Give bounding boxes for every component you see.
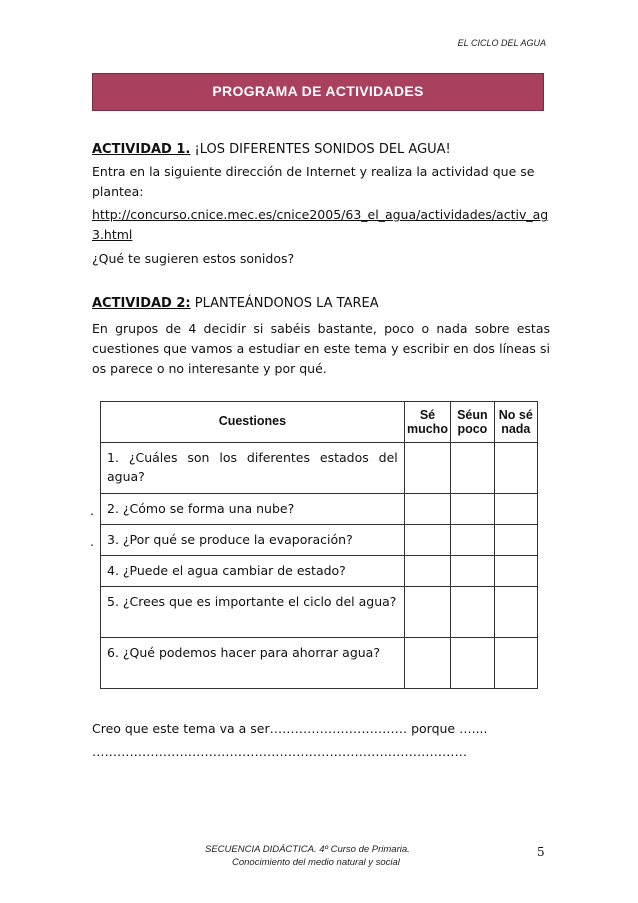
question-text: 1. ¿Cuáles son los diferentes estados del agua? <box>101 443 405 494</box>
activity2-instruction: En grupos de 4 decidir si sabéis bastante, poco o nada sobre estas cuestiones que vamos a estudiar en este tema y escribir en dos líneas si os parece o no interesante y por qué. <box>92 321 550 376</box>
running-header: EL CICLO DEL AGUA <box>457 38 546 48</box>
footer-line-1: SECUENCIA DIDÁCTICA. 4º Curso de Primaria. <box>205 844 410 855</box>
table-header-row <box>101 402 538 443</box>
header-questions: Cuestiones <box>101 402 405 443</box>
activity1-question: ¿Qué te sugieren estos sonidos? <box>92 251 295 266</box>
answer-cell[interactable] <box>494 587 537 638</box>
stray-bullet-mark: . <box>90 503 94 518</box>
question-text: 6. ¿Qué podemos hacer para ahorrar agua? <box>101 638 405 689</box>
page-number: 5 <box>537 845 545 859</box>
question-text: 3. ¿Por qué se produce la evaporación? <box>101 525 405 556</box>
answer-cell[interactable] <box>451 587 494 638</box>
answer-cell[interactable] <box>451 556 494 587</box>
question-text: 5. ¿Crees que es importante el ciclo del agua? <box>101 587 405 638</box>
activity1-heading <box>92 142 451 157</box>
activity1-label: ACTIVIDAD 1. <box>92 142 191 157</box>
activity1-title: ¡LOS DIFERENTES SONIDOS DEL AGUA! <box>190 142 451 157</box>
table-row <box>101 556 538 587</box>
questions-table <box>100 401 538 689</box>
answer-cell[interactable] <box>451 638 494 689</box>
header-col3: No sé nada <box>494 402 537 443</box>
answer-cell[interactable] <box>404 525 450 556</box>
answer-cell[interactable] <box>451 494 494 525</box>
answer-cell[interactable] <box>404 556 450 587</box>
answer-cell[interactable] <box>494 443 537 494</box>
question-text: 2. ¿Cómo se forma una nube? <box>101 494 405 525</box>
header-col2: Séun poco <box>451 402 494 443</box>
answer-cell[interactable] <box>494 525 537 556</box>
table-row <box>101 638 538 689</box>
activity1-url-link[interactable]: http://concurso.cnice.mec.es/cnice2005/63_el_agua/actividades/activ_ag3.html <box>92 207 549 242</box>
answer-cell[interactable] <box>451 525 494 556</box>
answer-cell[interactable] <box>494 494 537 525</box>
table-row <box>101 525 538 556</box>
activity2-label: ACTIVIDAD 2: <box>92 296 191 311</box>
question-text: 4. ¿Puede el agua cambiar de estado? <box>101 556 405 587</box>
answer-cell[interactable] <box>404 494 450 525</box>
answer-cell[interactable] <box>494 556 537 587</box>
answer-cell[interactable] <box>494 638 537 689</box>
stray-bullet-mark: . <box>90 534 94 549</box>
activity2-heading <box>92 296 379 311</box>
table-row <box>101 443 538 494</box>
header-col1: Sé mucho <box>404 402 450 443</box>
answer-cell[interactable] <box>404 443 450 494</box>
table-row <box>101 587 538 638</box>
closing-line-2: ……………………………………………………………………………… <box>92 744 467 759</box>
answer-cell[interactable] <box>404 587 450 638</box>
answer-cell[interactable] <box>451 443 494 494</box>
table-row <box>101 494 538 525</box>
section-banner <box>92 73 544 111</box>
footer-line-2: Conocimiento del medio natural y social <box>232 857 400 868</box>
closing-line-1: Creo que este tema va a ser…………………………… porque ….... <box>92 721 488 736</box>
activity1-instruction: Entra en la siguiente dirección de Internet y realiza la actividad que se plantea: <box>92 164 535 199</box>
banner-title: PROGRAMA DE ACTIVIDADES <box>212 83 424 99</box>
activity2-title: PLANTEÁNDONOS LA TAREA <box>190 296 379 311</box>
answer-cell[interactable] <box>404 638 450 689</box>
activity1-url-block <box>92 205 550 245</box>
